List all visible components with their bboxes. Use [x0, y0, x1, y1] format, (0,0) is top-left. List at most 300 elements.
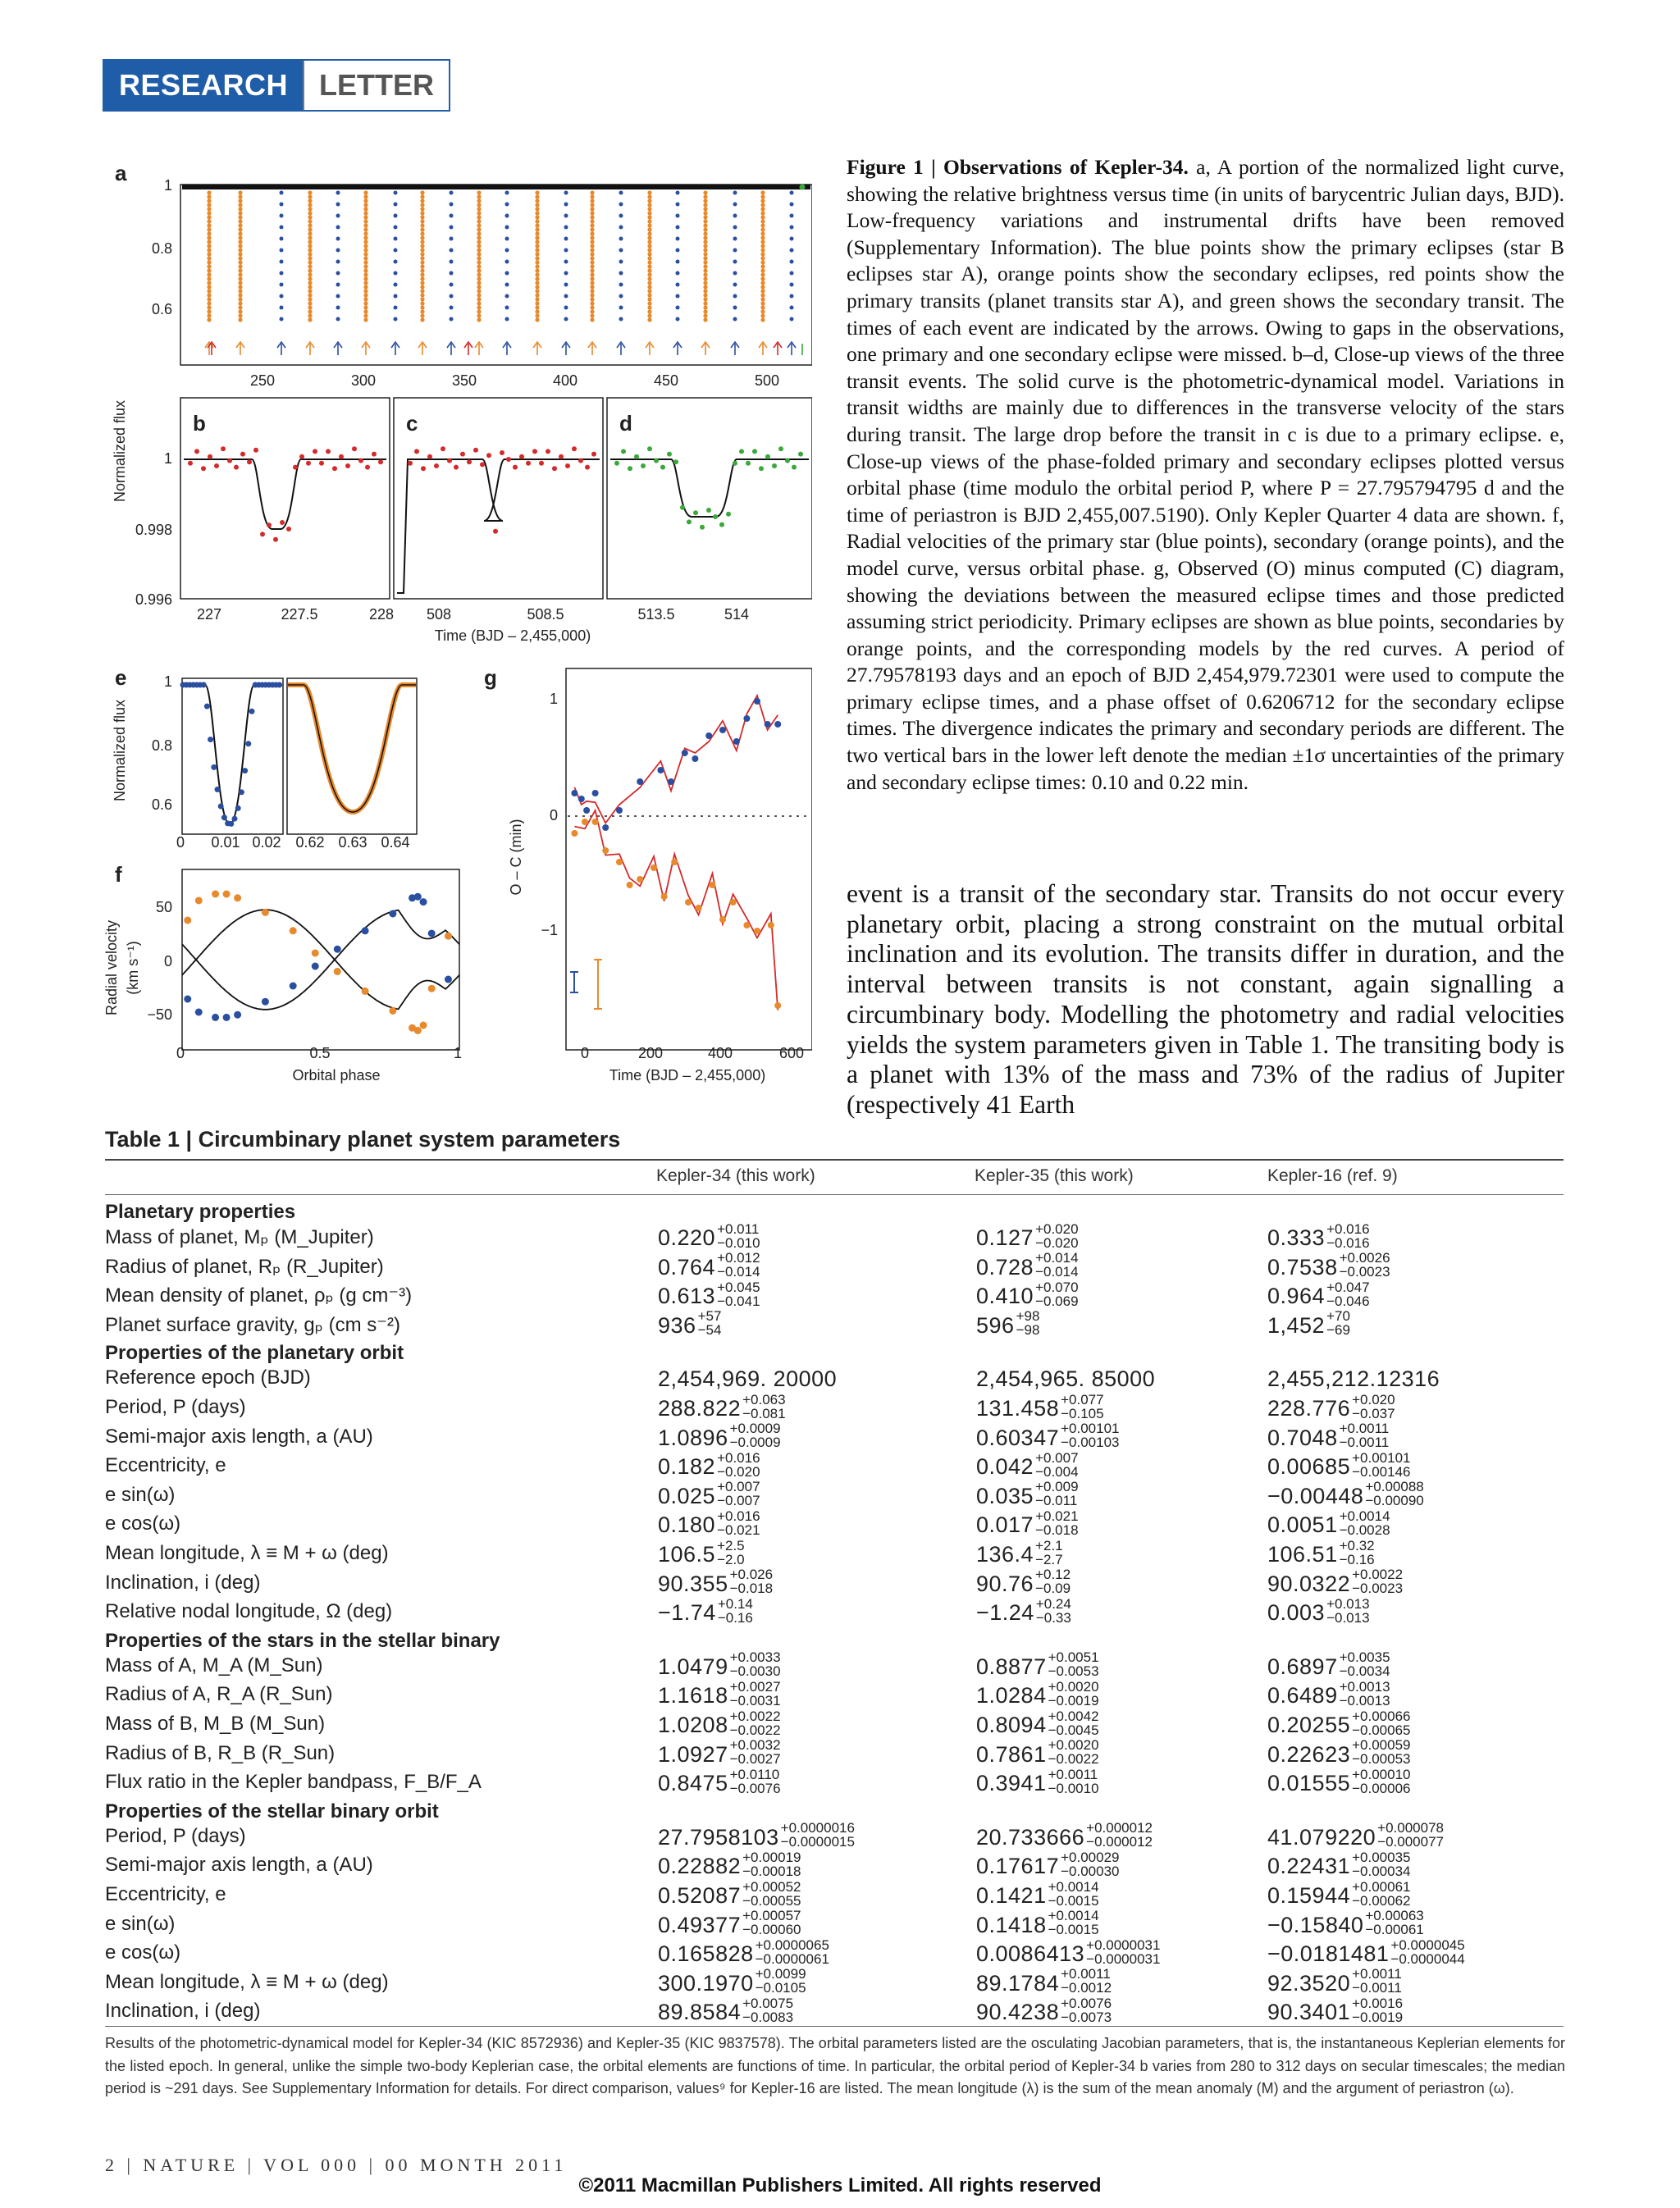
- upper-error: +0.020: [1035, 1220, 1079, 1237]
- oc-secondary-point: [616, 859, 623, 865]
- cell-value: 0.220: [658, 1225, 716, 1250]
- primary-eclipse-point: [239, 789, 244, 795]
- eclipse-point: [238, 207, 242, 211]
- lower-error: −0.09: [1035, 1581, 1071, 1597]
- eclipse-point: [535, 194, 539, 198]
- table-cell: [976, 1679, 1099, 1712]
- upper-error: +0.000012: [1086, 1820, 1153, 1836]
- eclipse-point: [590, 268, 594, 272]
- upper-error: +0.016: [717, 1449, 760, 1466]
- table-cell: [976, 1508, 1079, 1541]
- eclipse-point: [535, 198, 539, 203]
- lower-error: −0.00034: [1352, 1864, 1411, 1880]
- eclipse-point: [207, 301, 211, 305]
- eclipse-point: [590, 301, 594, 305]
- e2-xtick-062: 0.62: [295, 834, 325, 851]
- table-row: [105, 1820, 1564, 1852]
- transit-point: [739, 449, 744, 454]
- transit-point: [421, 466, 426, 471]
- lower-error: −0.0031: [729, 1693, 781, 1709]
- eclipse-point: [647, 276, 651, 281]
- primary-eclipse-point: [208, 737, 213, 742]
- panel-bcd-transits: [184, 446, 809, 593]
- upper-error: +0.0000031: [1086, 1937, 1161, 1953]
- eclipse-point: [760, 252, 765, 256]
- param-label: e sin(ω): [105, 1912, 176, 1935]
- eclipse-point: [308, 203, 312, 207]
- oc-primary-point: [592, 790, 599, 796]
- eclipse-point: [790, 203, 794, 207]
- cell-value: 0.7048: [1267, 1425, 1338, 1450]
- eclipse-point: [505, 317, 509, 322]
- upper-error: +0.0042: [1048, 1708, 1099, 1724]
- e-ytick-1: 1: [163, 673, 172, 690]
- table-cell: [976, 1766, 1099, 1800]
- upper-error: +0.020: [1352, 1391, 1395, 1407]
- cell-value: 0.025: [658, 1483, 716, 1508]
- eclipse-point: [363, 268, 368, 272]
- eclipse-point: [703, 248, 707, 252]
- cell-uncertainty: [1326, 1597, 1369, 1625]
- cell-uncertainty: [717, 1480, 760, 1508]
- cell-value: 0.042: [976, 1454, 1034, 1480]
- lower-error: −2.7: [1035, 1551, 1063, 1567]
- cell-uncertainty: [1035, 1451, 1078, 1479]
- eclipse-point: [238, 317, 242, 322]
- lower-error: −0.0009: [729, 1435, 781, 1451]
- lower-error: −0.105: [1061, 1405, 1104, 1421]
- panel-f-radial-velocity: [182, 869, 459, 1050]
- eclipse-point: [280, 283, 284, 287]
- transit-point: [680, 505, 685, 510]
- eclipse-point: [760, 309, 765, 313]
- oc-secondary-point: [592, 819, 599, 825]
- upper-error: +0.32: [1339, 1537, 1375, 1553]
- cell-value: 288.822: [658, 1396, 742, 1421]
- upper-error: +0.0000045: [1390, 1937, 1465, 1953]
- eclipse-point: [505, 191, 509, 195]
- e-ytick-08: 0.8: [151, 737, 172, 754]
- primary-eclipse-point: [204, 704, 210, 709]
- eclipse-point: [363, 190, 368, 194]
- eclipse-point: [308, 248, 312, 252]
- table-cell: [658, 1508, 760, 1541]
- eclipse-point: [477, 313, 481, 317]
- eclipse-point: [760, 256, 765, 260]
- transit-point: [273, 537, 278, 542]
- table-cell: [658, 1766, 781, 1800]
- cell-value: 0.00685: [1267, 1454, 1351, 1480]
- cell-uncertainty: [742, 1909, 801, 1937]
- cell-value: 90.3401: [1267, 2000, 1351, 2025]
- cell-value: 596: [976, 1312, 1015, 1338]
- eclipse-point: [535, 264, 539, 268]
- eclipse-point: [450, 226, 454, 230]
- transit-point: [378, 459, 383, 464]
- eclipse-point: [238, 260, 242, 264]
- eclipse-point: [363, 301, 368, 305]
- transit-point: [201, 466, 206, 471]
- eclipse-point: [535, 313, 539, 317]
- cell-value: 89.1784: [976, 1970, 1060, 1996]
- cell-uncertainty: [1048, 1709, 1099, 1737]
- upper-error: +0.0033: [729, 1649, 781, 1666]
- cell-uncertainty: [1340, 1539, 1375, 1567]
- cell-uncertainty: [1352, 1996, 1403, 2024]
- upper-error: +0.0011: [1339, 1421, 1390, 1437]
- eclipse-point: [535, 272, 539, 276]
- model-curve: [397, 459, 600, 593]
- eclipse-point: [308, 227, 312, 231]
- eclipse-point: [647, 223, 651, 227]
- eclipse-point: [703, 260, 707, 264]
- cell-uncertainty: [1061, 1421, 1119, 1449]
- eclipse-point: [703, 198, 707, 203]
- upper-error: +0.0076: [1061, 1996, 1112, 2012]
- transit-point: [700, 525, 705, 530]
- e-ylabel: Normalized flux: [112, 699, 128, 802]
- lower-error: −0.0019: [1048, 1693, 1099, 1709]
- cell-uncertainty: [1352, 1850, 1410, 1878]
- eclipse-point: [703, 301, 707, 305]
- eclipse-point: [363, 264, 368, 268]
- table-row: [105, 1852, 1564, 1881]
- transit-point: [234, 465, 239, 470]
- lower-error: −98: [1016, 1322, 1040, 1339]
- table-cell: [976, 1595, 1071, 1629]
- eclipse-point: [238, 256, 242, 260]
- rv-primary-point: [223, 1014, 231, 1021]
- cell-value: 0.20255: [1267, 1713, 1351, 1737]
- cell-uncertainty: [1326, 1309, 1350, 1337]
- transit-point: [339, 454, 344, 459]
- lower-error: −0.00103: [1061, 1435, 1120, 1451]
- upper-error: +0.021: [1035, 1508, 1079, 1525]
- eclipse-point: [535, 285, 539, 289]
- cell-uncertainty: [742, 1996, 793, 2024]
- upper-error: +0.047: [1326, 1279, 1370, 1295]
- eclipse-point: [238, 190, 242, 194]
- upper-error: +0.070: [1035, 1279, 1079, 1295]
- oc-secondary-point: [696, 905, 702, 911]
- transit-point: [414, 449, 419, 454]
- cell-value: 1.0208: [658, 1713, 728, 1737]
- eclipse-point: [420, 317, 424, 322]
- eclipse-point: [207, 268, 211, 272]
- cell-uncertainty: [1340, 1509, 1390, 1537]
- primary-eclipse-point: [276, 682, 282, 688]
- upper-error: +0.00052: [742, 1878, 801, 1895]
- eclipse-point: [280, 249, 284, 253]
- eclipse-point: [535, 211, 539, 215]
- eclipse-point: [477, 301, 481, 305]
- upper-error: +0.0013: [1339, 1679, 1390, 1695]
- rv-secondary-point: [290, 927, 297, 934]
- panel-label-f: f: [115, 862, 122, 887]
- eclipse-point: [477, 317, 481, 322]
- oc-secondary-point: [637, 876, 643, 883]
- eclipse-point: [676, 260, 680, 264]
- cell-value: 936: [658, 1312, 696, 1338]
- eclipse-point: [207, 203, 211, 207]
- cell-value: 0.22623: [1267, 1741, 1351, 1767]
- table-bottom-rule: [105, 2026, 1564, 2027]
- upper-error: +0.0014: [1048, 1878, 1099, 1895]
- g-xtick-400: 400: [707, 1045, 733, 1061]
- param-label: Reference epoch (BJD): [105, 1366, 311, 1389]
- cell-uncertainty: [1061, 1850, 1119, 1878]
- cell-uncertainty: [1352, 1880, 1410, 1908]
- f-xlabel: Orbital phase: [292, 1067, 381, 1083]
- transit-point: [434, 463, 439, 468]
- lower-error: −2.0: [717, 1551, 745, 1567]
- eclipse-point: [703, 317, 707, 322]
- cell-value: −0.00448: [1267, 1483, 1364, 1508]
- lower-error: −0.0023: [1352, 1581, 1404, 1597]
- table-title: [105, 1127, 620, 1152]
- eclipse-point: [647, 244, 651, 248]
- lower-error: −0.0022: [1048, 1751, 1099, 1768]
- lower-error: −0.00061: [1365, 1922, 1424, 1938]
- lower-error: −0.000077: [1377, 1834, 1444, 1850]
- cell-value: 1,452: [1267, 1312, 1326, 1338]
- transit-point: [280, 520, 285, 525]
- upper-error: +0.00101: [1352, 1449, 1411, 1466]
- upper-error: +0.0020: [1048, 1737, 1099, 1754]
- upper-error: +0.0022: [729, 1708, 781, 1724]
- oc-primary-point: [602, 824, 609, 831]
- panel-e1-frame: [182, 678, 283, 834]
- upper-error: +0.00061: [1352, 1878, 1411, 1895]
- cell-uncertainty: [698, 1309, 722, 1337]
- eclipse-point: [280, 294, 284, 299]
- eclipse-point: [420, 272, 424, 276]
- rv-model-secondary: [182, 910, 459, 1009]
- eclipse-point: [505, 203, 509, 207]
- eclipse-point: [676, 191, 680, 195]
- oc-secondary-point: [768, 922, 774, 928]
- cell-value: 90.76: [976, 1571, 1034, 1596]
- eclipse-point: [308, 244, 312, 248]
- page-folio: 2 | NATURE | VOL 000 | 00 MONTH 2011: [105, 2155, 568, 2175]
- transit-point: [345, 463, 350, 468]
- oc-secondary-point: [602, 847, 609, 854]
- eclipse-point: [308, 301, 312, 305]
- table-cell: [658, 1996, 794, 2028]
- a-xtick-250: 250: [249, 372, 276, 389]
- eclipse-point: [308, 215, 312, 219]
- eclipse-point: [590, 309, 594, 313]
- eclipse-point: [420, 194, 424, 198]
- panel-label-b: b: [193, 411, 206, 436]
- eclipse-point: [564, 260, 568, 264]
- param-label: Relative nodal longitude, Ω (deg): [105, 1600, 393, 1623]
- eclipse-point: [477, 231, 481, 235]
- eclipse-point: [590, 260, 594, 264]
- transit-point: [798, 452, 803, 457]
- g-ytick-1: 1: [549, 691, 558, 707]
- cell-value: 0.728: [976, 1254, 1034, 1280]
- upper-error: +0.016: [1326, 1220, 1370, 1237]
- upper-error: +0.0011: [1352, 1966, 1402, 1982]
- eclipse-point: [477, 297, 481, 301]
- lower-error: −0.00062: [1352, 1892, 1411, 1909]
- table-footnote: Results of the photometric-dynamical model for Kepler-34 (KIC 8572936) and Kepler-35 (KIC 9837578). The orbital parameters listed are the osculating Jacobian parameters, that is, the instantaneous Keplerian elements for the listed epoch. In general, unlike the simple two-body Keplerian case, the orbital elements are functions of time. In particular, the orbital period of Kepler-34 b varies from 280 to 312 days on secular timescales; the median period is ~291 days. See Supplementary Information for details. For direct comparison, values⁹ for Kepler-16 are listed. The mean longitude (λ) is the sum of the mean anomaly (M) and the argument of periastron (ω).: [105, 2035, 1565, 2096]
- cell-value: 0.6489: [1267, 1683, 1338, 1708]
- eclipse-point: [564, 203, 568, 207]
- eclipse-point: [590, 281, 594, 285]
- upper-error: +0.24: [1035, 1595, 1071, 1612]
- eclipse-point: [420, 276, 424, 281]
- a-ylabel: Normalized flux: [112, 399, 128, 503]
- eclipse-point: [363, 194, 368, 198]
- eclipse-point: [207, 231, 211, 235]
- lower-error: −0.0034: [1339, 1663, 1390, 1680]
- cell-uncertainty: [1048, 1909, 1099, 1937]
- lower-error: −0.020: [717, 1463, 760, 1480]
- lower-error: −0.0012: [1061, 1980, 1112, 1996]
- lower-error: −0.0000044: [1390, 1950, 1465, 1967]
- eclipse-point: [535, 252, 539, 256]
- oc-primary-point: [719, 727, 726, 733]
- rv-primary-point: [312, 963, 319, 970]
- eclipse-point: [336, 237, 340, 241]
- rv-primary-point: [445, 976, 452, 983]
- f-yunit: (km s⁻¹): [125, 941, 141, 995]
- eclipse-point: [363, 285, 368, 289]
- lower-error: −0.081: [742, 1405, 786, 1421]
- eclipse-point: [477, 240, 481, 244]
- secondary-transit-point: [800, 185, 806, 190]
- transit-point: [673, 459, 678, 464]
- panel-label-e: e: [115, 665, 127, 690]
- a-xtick-500: 500: [754, 372, 780, 389]
- primary-eclipse-model: [183, 685, 282, 824]
- transit-point: [506, 457, 511, 462]
- eclipse-point: [363, 289, 368, 293]
- primary-eclipse-point: [242, 768, 248, 773]
- oc-secondary-point: [651, 864, 657, 871]
- upper-error: +0.00035: [1352, 1850, 1411, 1866]
- primary-eclipse-point: [245, 741, 251, 746]
- param-label: Mean density of planet, ρₚ (g cm⁻³): [105, 1284, 413, 1307]
- eclipse-point: [590, 211, 594, 215]
- table-cell: [976, 1850, 1120, 1882]
- eclipse-point: [703, 227, 707, 231]
- transit-point: [240, 452, 245, 457]
- eclipse-point: [590, 231, 594, 235]
- transit-point: [667, 452, 672, 457]
- cell-value: 2,454,969. 20000: [658, 1366, 838, 1392]
- cell-uncertainty: [1352, 1768, 1410, 1795]
- table-row: [105, 1365, 1564, 1394]
- eclipse-point: [280, 306, 284, 310]
- rv-primary-point: [420, 898, 427, 906]
- e1-xtick-0: 0: [176, 834, 185, 851]
- table-row: [105, 1308, 1564, 1340]
- eclipse-point: [760, 194, 765, 198]
- eclipse-point: [676, 317, 680, 322]
- panel-e-area: [180, 668, 418, 980]
- lower-error: −0.00146: [1352, 1463, 1411, 1480]
- eclipse-point: [420, 248, 424, 252]
- upper-error: +2.1: [1035, 1537, 1063, 1553]
- c-xtick-508: 508: [426, 606, 452, 623]
- cell-value: 0.0086413: [976, 1941, 1085, 1967]
- eclipse-point: [450, 271, 454, 276]
- transit-point: [526, 461, 531, 466]
- g-ytick-m1: −1: [541, 922, 558, 938]
- eclipse-point: [207, 264, 211, 268]
- body-paragraph: event is a transit of the secondary star. Transits do not occur every planetary orbit, placing a strong constraint on the mutual orbital inclination and its evolution. The transits differ in duration, and the interval between transits is not constant, again signalling a circumbinary body. Modelling the photometry and radial velocities yields the system parameters given in Table 1. The transiting body is a planet with 13% of the mass and 73% of the radius of Jupiter (respectively 41 Earth: [847, 879, 1564, 1119]
- table-row: [105, 1937, 1564, 1968]
- secondary-eclipse-model: [288, 685, 416, 812]
- rv-model-primary: [182, 910, 459, 1010]
- eclipse-point: [420, 264, 424, 268]
- eclipse-point: [394, 283, 398, 287]
- eclipse-point: [676, 203, 680, 207]
- eclipse-point: [505, 306, 509, 310]
- eclipse-point: [207, 297, 211, 301]
- transit-point: [585, 465, 590, 470]
- upper-error: +0.0000065: [755, 1937, 829, 1953]
- eclipse-point: [760, 301, 765, 305]
- upper-error: +0.0000016: [780, 1820, 855, 1836]
- table-label: Table 1 |: [105, 1127, 199, 1152]
- eclipse-point: [790, 271, 794, 276]
- cell-value: 0.0051: [1267, 1512, 1338, 1538]
- eclipse-point: [238, 211, 242, 215]
- eclipse-point: [207, 309, 211, 313]
- eclipse-point: [590, 313, 594, 317]
- eclipse-point: [590, 235, 594, 240]
- lower-error: −0.010: [717, 1234, 760, 1251]
- rv-secondary-point: [312, 950, 319, 957]
- lower-error: −0.014: [1035, 1264, 1079, 1280]
- panel-a-lightcurve: [182, 185, 810, 356]
- eclipse-point: [420, 231, 424, 235]
- lower-error: −54: [697, 1322, 722, 1339]
- eclipse-point: [790, 317, 794, 322]
- eclipse-point: [760, 235, 765, 240]
- eclipse-point: [619, 237, 623, 241]
- eclipse-point: [420, 219, 424, 223]
- upper-error: +2.5: [717, 1537, 745, 1553]
- g-xtick-200: 200: [637, 1045, 664, 1061]
- b-xtick-227: 227: [196, 606, 222, 623]
- eclipse-point: [647, 194, 651, 198]
- rv-secondary-point: [334, 968, 341, 975]
- cell-uncertainty: [1377, 1821, 1444, 1849]
- eclipse-point: [647, 285, 651, 289]
- eclipse-point: [477, 256, 481, 260]
- eclipse-point: [676, 283, 680, 287]
- eclipse-point: [420, 260, 424, 264]
- eclipse-point: [308, 231, 312, 235]
- bcd-ytick-1: 1: [163, 450, 172, 467]
- table-row: [105, 1878, 1564, 1910]
- table-row: [105, 1966, 1564, 1998]
- eclipse-point: [733, 283, 737, 287]
- eclipse-point: [308, 240, 312, 244]
- eclipse-point: [619, 260, 623, 264]
- cell-value: 20.733666: [976, 1824, 1085, 1850]
- eclipse-point: [564, 249, 568, 253]
- transit-point: [532, 449, 537, 454]
- eclipse-point: [564, 214, 568, 218]
- eclipse-point: [760, 268, 765, 272]
- lower-error: −0.020: [1035, 1234, 1079, 1251]
